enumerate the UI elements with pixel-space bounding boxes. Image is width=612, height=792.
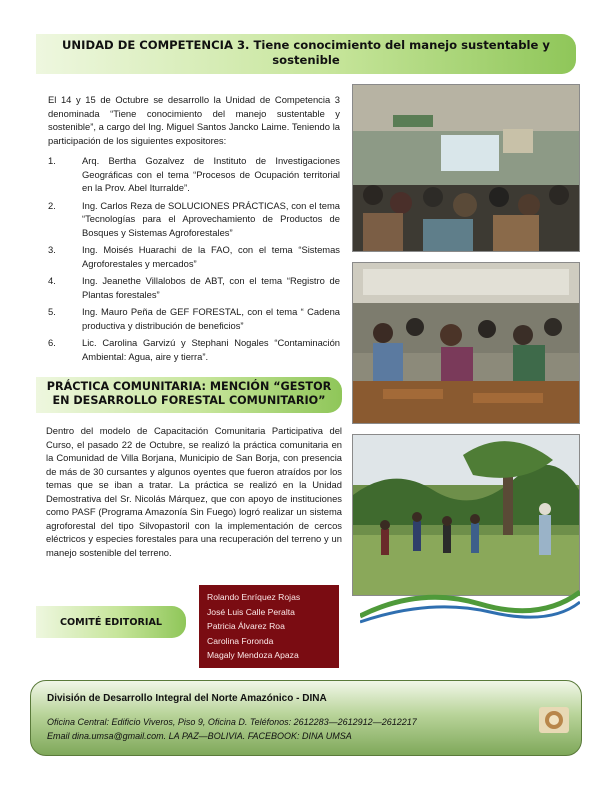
photo-field-practice <box>352 434 580 596</box>
section1-intro: El 14 y 15 de Octubre se desarrollo la Unidad de Competencia 3 denominada “Tiene conocimiento del manejo sustentable y sostenible”, a cargo del Ing. Miguel Santos Jancko Laime. Teniendo la participación de los siguientes expositores: <box>48 94 340 146</box>
section1-banner <box>36 34 576 74</box>
photo-classroom-presentation <box>352 84 580 252</box>
footer-address: Oficina Central: Edificio Viveros, Piso 9, Oficina D. Teléfonos: 2612283—2612912—2612217 <box>47 717 417 727</box>
section2-paragraph: Dentro del modelo de Capacitación Comunitaria Participativa del Curso, el pasado 22 de Octubre, se realizó la práctica comunitaria en la Comunidad de Villa Borjana, Municipio de San Borja, con presencia de más de 30 cursantes y algunos oyentes que fueron atraídos por los temas que se iban a tratar. La práctica se realizó en la Unidad Demostrativa del Sr. Nicolás Márquez, que con apoyo de instituciones como PASF (Programa Amazonía Sin Fuego) logró realizar un sistema agroforestal del tipo Silvopastoril con la implementación de cercos eléctricos y especies forestales para una recuperación del terreno y un manejo sostenible del terreno. <box>46 425 342 558</box>
footer-contact: Email dina.umsa@gmail.com. LA PAZ—BOLIVIA. FACEBOOK: DINA UMSA <box>47 731 352 741</box>
editorial-members <box>199 585 339 668</box>
section2-body <box>46 424 342 559</box>
editorial-label-box <box>36 606 186 638</box>
section1-body <box>48 93 340 367</box>
editorial-member: José Luis Calle Peralta <box>207 606 295 617</box>
section1-title: UNIDAD DE COMPETENCIA 3. Tiene conocimiento del manejo sustentable y sostenible <box>62 38 550 67</box>
footer-org: División de Desarrollo Integral del Norte Amazónico - DINA <box>47 693 327 704</box>
speaker-item: 6. Lic. Carolina Garvizú y Stephani Nogales “Contaminación Ambiental: Agua, aire y tierra”. <box>48 337 340 362</box>
editorial-member: Rolando Enríquez Rojas <box>207 592 301 602</box>
speaker-item: 4. Ing. Jeanethe Villalobos de ABT, con el tema “Registro de Plantas forestales” <box>48 275 340 300</box>
speaker-list <box>48 154 340 363</box>
photo-group-work <box>352 262 580 424</box>
logo-icon <box>539 707 569 733</box>
editorial-label: COMITÉ EDITORIAL <box>59 616 163 628</box>
speaker-item: 3. Ing. Moisés Huarachi de la FAO, con el tema “Sistemas Agroforestales y mercados” <box>48 244 340 269</box>
editorial-member: Magaly Mendoza Apaza <box>207 650 299 660</box>
speaker-item: 5. Ing. Mauro Peña de GEF FORESTAL, con el tema “ Cadena productiva y distribución de beneficios” <box>48 306 340 331</box>
speaker-item: 2. Ing. Carlos Reza de SOLUCIONES PRÁCTICAS, con el tema “Tecnologías para el Aprovechamiento de Productos de Bosques y Sistemas Agroforestales” <box>48 199 340 238</box>
speaker-item: 1. Arq. Bertha Gozalvez de Instituto de Investigaciones Geográficas con el tema “Procesos de Ocupación territorial en la Prov. Abel Iturralde”. <box>48 155 340 193</box>
editorial-member: Patricia Álvarez Roa <box>207 621 285 631</box>
footer <box>30 680 582 756</box>
section2-title: PRÁCTICA COMUNITARIA: MENCIÓN “GESTOR EN DESARROLLO FORESTAL COMUNITARIO” <box>46 380 332 407</box>
editorial-member: Carolina Foronda <box>207 635 274 646</box>
decorative-wave <box>360 586 580 626</box>
section2-banner <box>36 377 342 413</box>
